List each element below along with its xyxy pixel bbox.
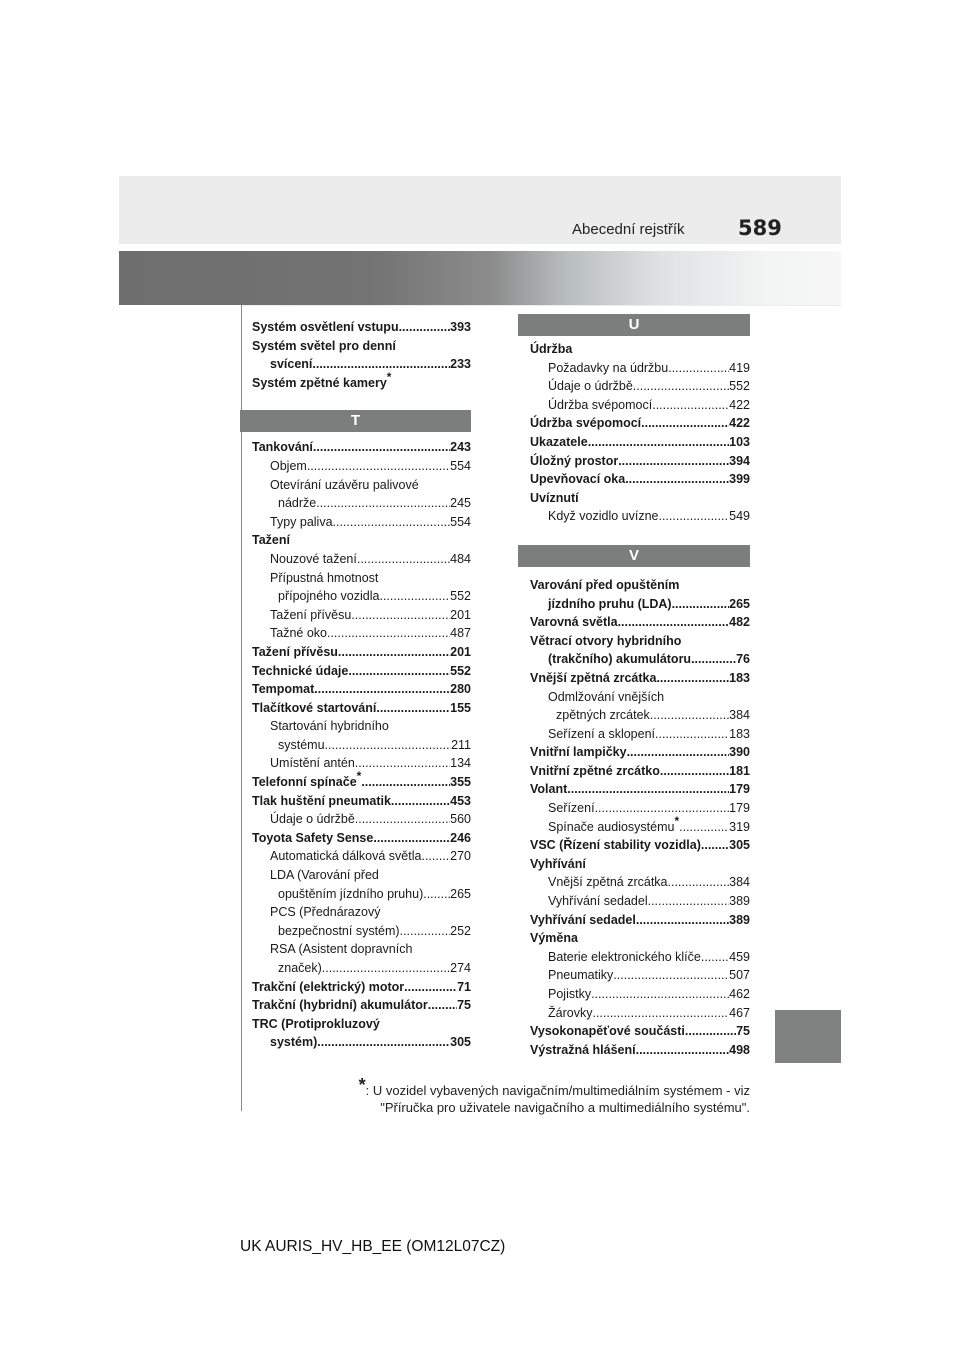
dot-leader	[355, 754, 450, 773]
entry-term: Větrací otvory hybridního	[530, 633, 682, 648]
index-entry	[252, 792, 471, 811]
entry-page-number: 498	[729, 1042, 750, 1057]
index-heading	[252, 866, 471, 885]
entry-term: Údaje o údržbě	[548, 379, 633, 394]
dot-leader	[652, 396, 729, 415]
dot-leader	[428, 996, 457, 1015]
entry-page-number: 552	[450, 589, 471, 604]
entry-term: značek)	[278, 961, 322, 975]
entry-term: Umístění antén	[270, 756, 355, 771]
dot-leader	[668, 359, 729, 378]
entry-term: opuštěním jízdního pruhu)	[278, 886, 424, 901]
entry-term: Varování před opuštěním	[530, 577, 680, 592]
thumb-index-tab	[775, 1010, 841, 1063]
index-entry	[530, 433, 750, 452]
index-entry	[530, 948, 750, 967]
entry-term: jízdního pruhu (LDA)	[548, 596, 672, 611]
dot-leader	[591, 985, 729, 1004]
entry-page-number: 549	[729, 509, 750, 524]
dot-leader	[312, 355, 450, 374]
index-heading	[252, 569, 471, 588]
entry-page-number: 484	[450, 551, 471, 566]
dot-leader	[325, 736, 452, 755]
index-entry	[252, 587, 471, 606]
entry-term: Toyota Safety Sense	[252, 830, 374, 845]
footnote-line-1	[300, 1075, 750, 1099]
index-entry	[530, 507, 750, 526]
index-entry	[252, 978, 471, 997]
index-entry	[252, 318, 471, 337]
index-entry	[530, 725, 750, 744]
index-entry	[530, 1004, 750, 1023]
entry-term: Pojistky	[548, 987, 592, 1001]
entry-term: Spínače audiosystému*	[548, 813, 680, 834]
dot-leader	[348, 662, 450, 681]
entry-page-number: 384	[729, 708, 750, 723]
entry-term: Požadavky na údržbu	[548, 360, 669, 375]
index-entry	[252, 829, 471, 848]
index-entry	[252, 680, 471, 699]
dot-leader	[685, 1022, 736, 1041]
index-entry	[252, 643, 471, 662]
dot-leader	[701, 948, 729, 967]
entry-page-number: 319	[729, 819, 750, 834]
entry-page-number: 201	[450, 644, 471, 659]
index-heading	[252, 337, 471, 356]
header-rule	[241, 305, 841, 306]
index-entry	[252, 1033, 471, 1052]
entry-page-number: 183	[729, 670, 750, 685]
entry-term: Tankování	[252, 440, 313, 455]
dot-leader	[595, 799, 730, 818]
entry-term: Vnější zpětná zrcátka	[548, 875, 668, 890]
entry-term: Tažné oko	[270, 626, 327, 641]
index-heading	[252, 369, 471, 393]
entry-page-number: 459	[729, 949, 750, 964]
entry-page-number: 245	[450, 496, 471, 511]
entry-term: Výměna	[530, 931, 578, 946]
entry-term: Vnější zpětná zrcátka	[530, 670, 657, 685]
entry-term: Systém zpětné kamery	[252, 375, 387, 390]
index-entry	[530, 966, 750, 985]
dot-leader	[648, 892, 730, 911]
index-heading	[252, 903, 471, 922]
dot-leader	[404, 978, 457, 997]
footnote-marker: *	[356, 769, 362, 784]
entry-page-number: 554	[450, 514, 471, 529]
index-entry	[530, 836, 750, 855]
entry-page-number: 393	[450, 320, 471, 334]
entry-page-number: 390	[729, 745, 750, 760]
footnote-marker: *	[674, 813, 680, 828]
header-band	[119, 176, 841, 244]
dot-leader	[357, 550, 450, 569]
dot-leader	[376, 699, 450, 718]
index-entry	[252, 438, 471, 457]
entry-page-number: 265	[729, 596, 750, 611]
entry-page-number: 467	[729, 1005, 750, 1020]
entry-term: Technické údaje	[252, 663, 349, 678]
index-heading	[530, 340, 750, 359]
entry-page-number: 552	[450, 663, 471, 678]
entry-term: Tažení přívěsu	[252, 644, 338, 659]
entry-page-number: 181	[729, 763, 750, 778]
dot-leader	[592, 1004, 729, 1023]
section-header-v: V	[518, 545, 750, 567]
entry-term: Otevírání uzávěru palivové	[270, 477, 419, 492]
index-entry	[530, 813, 750, 837]
entry-term: nádrže	[278, 496, 317, 511]
entry-term: Systém osvětlení vstupu	[252, 320, 399, 334]
index-entry	[530, 985, 750, 1004]
entry-term: Údržba svépomocí	[548, 397, 653, 412]
entry-term: PCS (Přednárazový	[270, 905, 381, 920]
entry-page-number: 75	[457, 998, 471, 1013]
entry-page-number: 552	[729, 379, 750, 394]
entry-term: Trakční (hybridní) akumulátor	[252, 998, 428, 1013]
entries-group-v	[530, 576, 750, 1059]
entry-page-number: 246	[450, 830, 471, 845]
entry-term: Vyhřívání sedadel	[548, 894, 648, 909]
index-heading	[530, 489, 750, 508]
index-entry	[530, 780, 750, 799]
dot-leader	[618, 452, 729, 471]
dot-leader	[650, 706, 729, 725]
entry-term: Varovná světla	[530, 615, 618, 630]
manual-code: UK AURIS_HV_HB_EE (OM12L07CZ)	[240, 1238, 506, 1255]
entry-term: Typy paliva	[270, 514, 333, 529]
dot-leader	[691, 650, 736, 669]
entry-term: Údržba	[530, 342, 573, 356]
index-entry	[530, 377, 750, 396]
entry-page-number: 179	[729, 801, 750, 816]
dot-leader	[588, 433, 729, 452]
dot-leader	[641, 414, 729, 433]
entry-term: Baterie elektronického klíče	[548, 949, 701, 964]
entry-page-number: 419	[729, 360, 750, 375]
index-entry	[530, 595, 750, 614]
entry-page-number: 560	[450, 812, 471, 827]
dot-leader	[656, 669, 729, 688]
index-entry	[252, 769, 471, 792]
entry-term: Přípustná hmotnost	[270, 570, 379, 585]
index-entry	[252, 494, 471, 513]
index-entry	[530, 1022, 750, 1041]
section-header-u: U	[518, 314, 750, 336]
dot-leader	[355, 810, 450, 829]
entry-term: Vnitřní zpětné zrcátko	[530, 763, 660, 778]
index-entry	[252, 885, 471, 904]
entry-term: Seřízení a sklopení	[548, 726, 656, 741]
index-entry	[530, 359, 750, 378]
entry-page-number: 422	[729, 397, 750, 412]
footnote	[300, 1075, 750, 1116]
entry-page-number: 394	[729, 453, 750, 468]
footnote-marker: *	[386, 369, 392, 384]
dot-leader	[314, 680, 450, 699]
entry-term: Seřízení	[548, 801, 595, 816]
index-entry	[530, 873, 750, 892]
entry-term: Vyhřívání	[530, 856, 586, 871]
index-entry	[252, 810, 471, 829]
dot-leader	[400, 922, 451, 941]
dot-leader	[361, 773, 450, 792]
index-entry	[252, 699, 471, 718]
index-entry	[530, 911, 750, 930]
dot-leader	[338, 643, 450, 662]
entry-term: systém)	[270, 1035, 318, 1050]
entry-page-number: 355	[450, 775, 471, 790]
index-entry	[252, 513, 471, 532]
dot-leader	[567, 780, 729, 799]
entry-page-number: 71	[457, 979, 471, 994]
index-entry	[530, 799, 750, 818]
entry-page-number: 280	[450, 682, 471, 697]
footnote-text-1: : U vozidel vybavených navigačním/multimediálním systémem - viz	[365, 1083, 750, 1098]
entry-term: Výstražná hlášení	[530, 1042, 636, 1057]
entry-term: Tlak huštění pneumatik	[252, 793, 391, 808]
index-entry	[252, 355, 471, 374]
footnote-line-2: "Příručka pro uživatele navigačního a multimediálního systému".	[380, 1100, 750, 1115]
index-entry	[252, 550, 471, 569]
entry-page-number: 389	[729, 894, 750, 909]
dot-leader	[636, 1041, 730, 1060]
dot-leader	[658, 507, 729, 526]
entry-page-number: 134	[450, 756, 471, 771]
header-title: Abecední rejstřík	[572, 221, 685, 238]
index-heading	[252, 717, 471, 736]
dot-leader	[399, 318, 451, 337]
header-gradient-band	[119, 251, 841, 305]
dot-leader	[636, 911, 729, 930]
dot-leader	[613, 966, 729, 985]
entry-page-number: 155	[450, 700, 471, 715]
entry-page-number: 252	[450, 923, 471, 938]
entry-term: (trakčního) akumulátoru	[548, 652, 692, 667]
dot-leader	[625, 470, 729, 489]
entry-page-number: 75	[736, 1024, 750, 1039]
entry-term: RSA (Asistent dopravních	[270, 942, 413, 957]
entry-term: Odmlžování vnějších	[548, 689, 665, 704]
entries-group-u	[530, 340, 750, 526]
entry-page-number: 389	[729, 912, 750, 927]
entry-term: LDA (Varování před	[270, 868, 379, 883]
entry-term: Údržba svépomocí	[530, 416, 642, 431]
index-entry	[252, 624, 471, 643]
entry-term: Systém světel pro denní	[252, 338, 396, 353]
dot-leader	[421, 847, 450, 866]
dot-leader	[373, 829, 450, 848]
entry-page-number: 462	[729, 987, 750, 1001]
entry-page-number: 103	[729, 434, 750, 449]
entry-term: svícení	[270, 357, 313, 372]
index-entry	[530, 892, 750, 911]
index-entry	[530, 470, 750, 489]
entry-page-number: 76	[736, 652, 750, 667]
index-entry	[252, 736, 471, 755]
dot-leader	[316, 494, 450, 513]
dot-leader	[672, 595, 730, 614]
entry-page-number: 305	[450, 1035, 471, 1050]
index-entry	[530, 1041, 750, 1060]
index-heading	[530, 688, 750, 707]
entry-page-number: 482	[729, 615, 750, 630]
entry-page-number: 243	[450, 440, 471, 455]
entry-page-number: 270	[450, 849, 471, 864]
entry-page-number: 179	[729, 782, 750, 797]
entry-page-number: 233	[450, 357, 471, 372]
entry-page-number: 399	[729, 472, 750, 487]
dot-leader	[679, 818, 729, 837]
entry-page-number: 265	[450, 886, 471, 901]
index-entry	[252, 457, 471, 476]
entry-page-number: 554	[450, 458, 471, 473]
index-entry	[252, 959, 471, 978]
dot-leader	[701, 836, 729, 855]
entry-term: VSC (Řízení stability vozidla)	[530, 838, 701, 853]
dot-leader	[627, 743, 730, 762]
dot-leader	[317, 1033, 450, 1052]
dot-leader	[668, 873, 730, 892]
entry-term: Startování hybridního	[270, 719, 389, 734]
entry-term: Tažení	[252, 533, 290, 548]
entries-group-top	[252, 318, 471, 392]
dot-leader	[351, 606, 450, 625]
footnote-star: *	[358, 1075, 366, 1095]
entry-term: Vnitřní lampičky	[530, 745, 627, 760]
index-entry	[530, 650, 750, 669]
entry-page-number: 507	[729, 968, 750, 983]
entry-page-number: 422	[729, 416, 750, 431]
index-entry	[530, 706, 750, 725]
dot-leader	[307, 457, 450, 476]
entry-term: Ukazatele	[530, 434, 588, 449]
index-heading	[252, 531, 471, 550]
page-number: 589	[738, 216, 782, 240]
index-heading	[530, 855, 750, 874]
entry-term: Uvíznutí	[530, 490, 579, 505]
entry-term: systému	[278, 737, 325, 752]
index-heading	[252, 476, 471, 495]
entry-term: Když vozidlo uvízne	[548, 509, 659, 524]
dot-leader	[660, 762, 729, 781]
index-entry	[252, 922, 471, 941]
entry-term: Upevňovací oka	[530, 472, 626, 487]
index-heading	[530, 632, 750, 651]
entry-page-number: 274	[450, 961, 471, 975]
index-entry	[530, 743, 750, 762]
index-heading	[530, 929, 750, 948]
entry-term: Tlačítkové startování	[252, 700, 377, 715]
entry-term: Tažení přívěsu	[270, 607, 352, 622]
entry-term: zpětných zrcátek	[556, 708, 650, 723]
index-entry	[530, 762, 750, 781]
index-heading	[530, 576, 750, 595]
entry-page-number: 305	[729, 838, 750, 853]
entry-term: Pneumatiky	[548, 968, 614, 983]
index-entry	[530, 669, 750, 688]
index-entry	[530, 452, 750, 471]
entries-group-t	[252, 438, 471, 1052]
index-column-right	[530, 316, 750, 1059]
index-entry	[530, 613, 750, 632]
entry-page-number: 201	[450, 607, 471, 622]
entry-page-number: 453	[450, 793, 471, 808]
index-entry	[530, 414, 750, 433]
entry-term: Automatická dálková světla	[270, 849, 422, 864]
entry-term: TRC (Protiprokluzový	[252, 1016, 380, 1031]
entry-term: Volant	[530, 782, 568, 797]
entry-term: Vysokonapěťové součásti	[530, 1024, 685, 1039]
index-entry	[252, 847, 471, 866]
dot-leader	[423, 885, 450, 904]
entry-term: Objem	[270, 458, 307, 473]
entry-term: Trakční (elektrický) motor	[252, 979, 405, 994]
entry-term: Tempomat	[252, 682, 315, 697]
dot-leader	[633, 377, 729, 396]
entry-term: Telefonní spínače*	[252, 769, 362, 790]
dot-leader	[618, 613, 730, 632]
entry-page-number: 487	[450, 626, 471, 641]
index-heading	[252, 940, 471, 959]
entry-term: přípojného vozidla	[278, 589, 380, 604]
index-column-left	[252, 318, 471, 1052]
dot-leader	[333, 513, 451, 532]
index-entry	[252, 754, 471, 773]
entry-term: Údaje o údržbě	[270, 812, 355, 827]
dot-leader	[391, 792, 450, 811]
dot-leader	[379, 587, 450, 606]
index-entry	[252, 662, 471, 681]
index-entry	[252, 996, 471, 1015]
dot-leader	[322, 959, 450, 978]
entry-term: bezpečnostní systém)	[278, 923, 400, 938]
index-entry	[252, 606, 471, 625]
dot-leader	[655, 725, 729, 744]
entry-page-number: 183	[729, 726, 750, 741]
entry-term: Nouzové tažení	[270, 551, 357, 566]
index-entry	[530, 396, 750, 415]
dot-leader	[327, 624, 450, 643]
entry-term: Vyhřívání sedadel	[530, 912, 636, 927]
entry-page-number: 211	[451, 737, 471, 752]
index-heading	[252, 1015, 471, 1034]
entry-term: Žárovky	[548, 1005, 593, 1020]
entry-page-number: 384	[729, 875, 750, 890]
section-header-t: T	[240, 410, 471, 432]
entry-term: Úložný prostor	[530, 453, 619, 468]
dot-leader	[313, 438, 450, 457]
